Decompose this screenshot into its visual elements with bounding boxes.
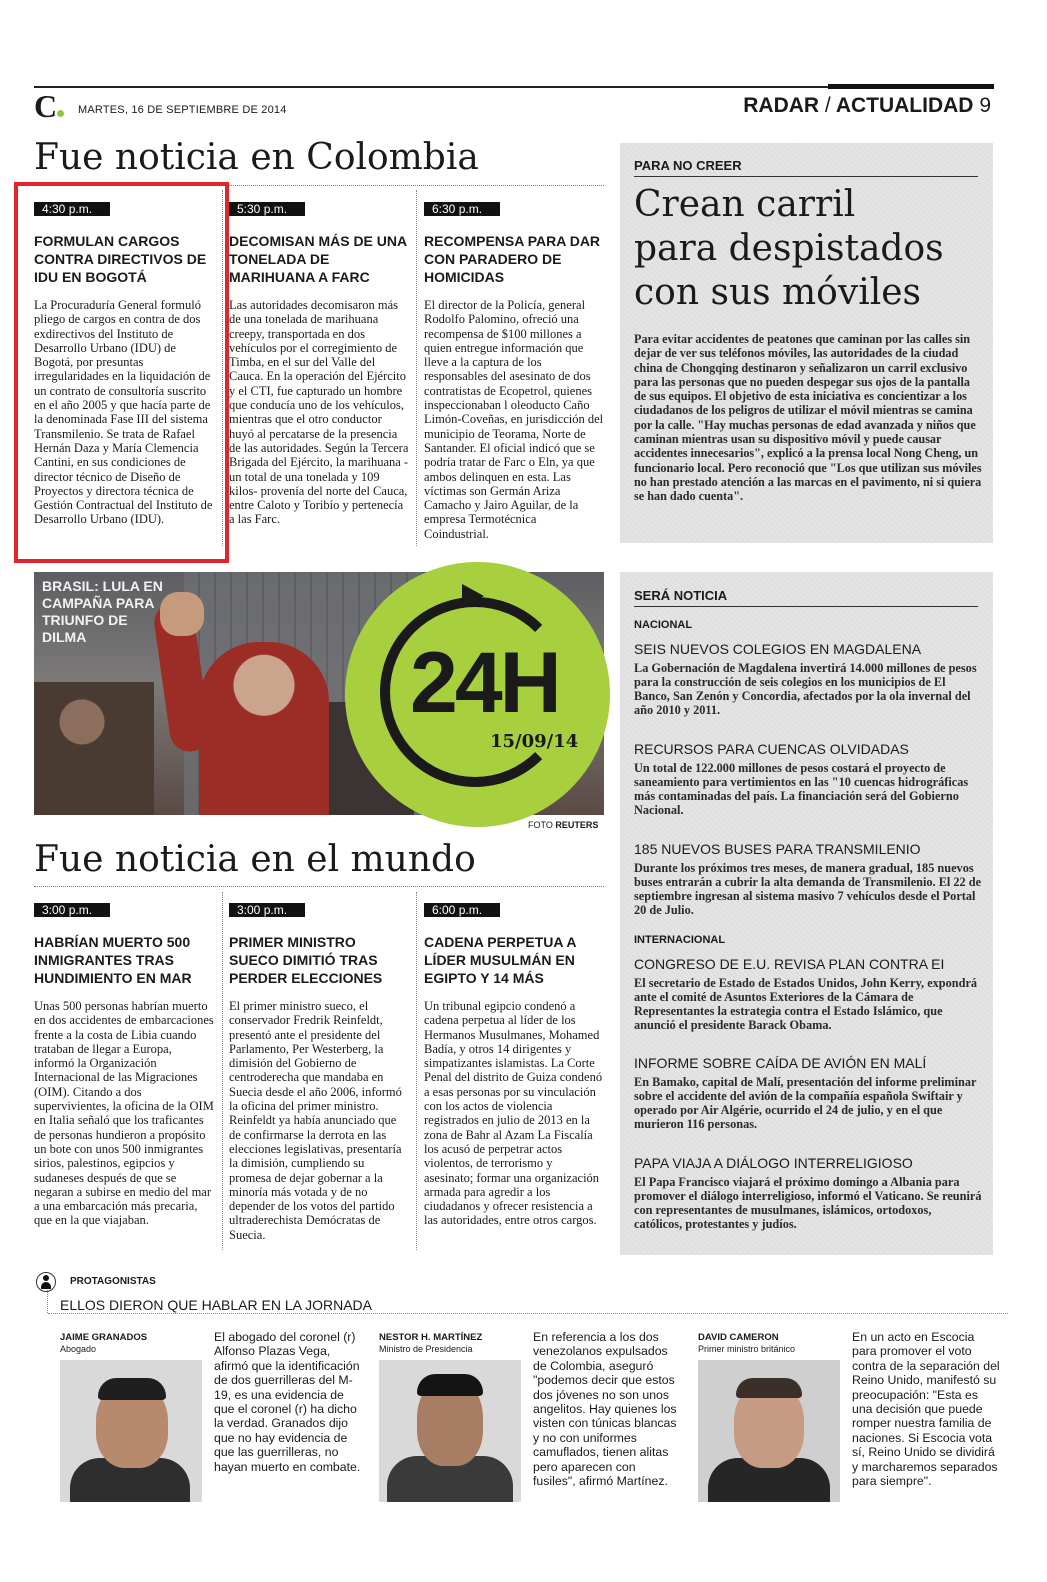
notice-body: Un total de 122.000 millones de pesos costará el proyecto de saneamiento para vertimientos en las "10 cuencas hidrográficas más contaminadas del país. La financiación será del Gobierno Nacional. <box>634 761 969 817</box>
section-bar <box>828 84 994 89</box>
sera-noticia-rule <box>634 606 978 607</box>
news-headline: PRIMER MINISTRO SUECO DIMITIÓ TRAS PERDER ELECCIONES <box>229 934 383 986</box>
notice-body: El Papa Francisco viajará el próximo domingo a Albania para promover el diálogo interreligioso, informó el Vaticano. Se reunirá con representantes de musulmanes, islámicos, ortodoxos, católicos, protestantes y judíos. <box>634 1175 982 1231</box>
notice-body: En Bamako, capital de Malí, presentación del informe preliminar sobre el accidente del avión de la compañía española Swiftair y operado por Air Algérie, ocurrido el 24 de julio, y en el que murieron 116 personas. <box>634 1075 977 1131</box>
internacional-label: INTERNACIONAL <box>634 934 726 946</box>
protagonist-photo <box>60 1360 202 1502</box>
notice-headline: SEIS NUEVOS COLEGIOS EN MAGDALENA <box>634 641 922 657</box>
protagonist-photo <box>379 1360 521 1502</box>
news-body: El director de la Policía, general Rodolfo Palomino, ofreció una recompensa de $100 millones a quien entregue información que lleve a la captura de los responsables del asesinato de dos contratistas de Ecopetrol, quienes inspeccionaban l oleoducto Caño Limón-Coveñas, en jurisdicción del municipio de Teorama, Norte de Santander. El oficial indicó que se podría tratar de Farc o Eln, ya que ambos delinquen en esta. Las víctimas son Germán Ariza Camacho y Jairo Aguilar, de la empresa Termotécnica Coindustrial. <box>424 298 604 541</box>
protagonist-role: Abogado <box>60 1344 97 1354</box>
notice-headline: PAPA VIAJA A DIÁLOGO INTERRELIGIOSO <box>634 1155 913 1171</box>
protagonist-name: JAIME GRANADOS <box>60 1332 148 1343</box>
protagonistas-rule <box>48 1313 1008 1314</box>
sera-noticia-item <box>634 741 982 817</box>
protagonist-role: Ministro de Presidencia <box>379 1344 473 1354</box>
photo-crowd <box>34 682 154 815</box>
news-body: El primer ministro sueco, el conservador Fredrik Reinfeldt, presentó ante el presidente del Parlamento, Per Westerberg, la dimisión del Gobierno de centroderecha que mandaba en Suecia desde el año 2006, informó la oficina del primer ministro. Reinfeldt ya había anunciado que de confirmarse la derrota en las elecciones legislativas, presentaría la dimisión, cumpliendo su promesa de dejar gobernar a la minoría más votada y de no depender de los votos del partido ultraderechista Demócratas de Suecia. <box>229 999 402 1242</box>
highlight-box <box>14 182 229 563</box>
sera-noticia-item <box>634 1055 982 1131</box>
sera-noticia-item <box>634 841 982 917</box>
section-label <box>743 94 991 118</box>
time-tag: 6:00 p.m. <box>424 903 500 917</box>
column-separator <box>416 190 417 546</box>
mundo-news-1 <box>34 901 214 1228</box>
protagonistas-kicker: PROTAGONISTAS <box>70 1276 156 1287</box>
24h-badge-date: 15/09/14 <box>490 731 579 752</box>
protagonistas-vline <box>47 1290 48 1313</box>
issue-date: MARTES, 16 DE SEPTIEMBRE DE 2014 <box>78 104 287 116</box>
logo-dot-icon <box>57 110 64 117</box>
photo-credit <box>528 820 598 830</box>
protagonist-quote: El abogado del coronel (r) Alfonso Plazas Vega, afirmó que la identificación de dos guerrilleras del M-19, es una evidencia de que el coronel (r) ha dicho la verdad. Granados dijo que no hay evidencia de que las guerrilleras, no hayan muerto en combate. <box>214 1330 361 1474</box>
protagonist-name: DAVID CAMERON <box>698 1332 779 1343</box>
news-body: Las autoridades decomisaron más de una tonelada de marihuana creepy, transportada en dos vehículos por el corregimiento de Timba, en el sur del Valle del Cauca. En la operación del Ejército y el CTI, fue capturado un hombre que conducía uno de los vehículos, mientras que el otro conductor huyó al percatarse de la presencia de las autoridades. Según la Tercera Brigada del Ejército, la marihuana -un total de una tonelada y 109 kilos- provenía del norte del Cauca, entre Caloto y Toribío y pertenecía a las Farc. <box>229 298 409 527</box>
nacional-label: NACIONAL <box>634 619 693 631</box>
mundo-section-title: Fue noticia en el mundo <box>34 839 476 880</box>
mundo-news-3 <box>424 901 604 1228</box>
news-headline: DECOMISAN MÁS DE UNA TONELADA DE MARIHUANA A FARC <box>229 233 407 285</box>
para-no-creer-rule <box>634 176 978 177</box>
mundo-rule <box>34 886 604 887</box>
notice-headline: RECURSOS PARA CUENCAS OLVIDADAS <box>634 741 909 757</box>
photo-hair <box>417 1374 483 1396</box>
sera-noticia-item <box>634 641 982 717</box>
protagonist-quote: En referencia a los dos venezolanos expulsados de Colombia, aseguró "podemos decir que estos dos jóvenes no son unos angelitos. Hay quienes los visten con túnicas blancas y no con uniformes camuflados, tienen alitas pero aparecen con fusiles", afirmó Martínez. <box>533 1330 677 1489</box>
sera-noticia-item <box>634 1155 982 1231</box>
column-separator <box>222 892 223 1250</box>
protagonist-photo <box>698 1360 840 1502</box>
para-no-creer-title <box>634 183 944 315</box>
notice-headline: CONGRESO DE E.U. REVISA PLAN CONTRA EI <box>634 956 945 972</box>
photo-person <box>199 642 329 815</box>
photo-caption: BRASIL: LULA EN CAMPAÑA PARA TRIUNFO DE DILMA <box>42 578 163 645</box>
24h-badge-label: 24H <box>410 635 559 731</box>
news-body: La Procuraduría General formuló pliego de cargos en contra de dos exdirectivos del Instituto de Desarrollo Urbano (IDU) de Bogotá, por presuntas irregularidades en la liquidación de un contrato de consultoría suscrito en el año 2005 y que hacía parte de la denominada Fase III del sistema Transmilenio. Se trata de Rafael Hernán Daza y María Clemencia Cantini, en sus condiciones de director técnico de Diseño de Proyectos y directora técnica de Gestión Contractual del Instituto de Desarrollo Urbano (IDU). <box>34 298 213 527</box>
protagonist-name: NESTOR H. MARTÍNEZ <box>379 1332 483 1343</box>
news-headline: HABRÍAN MUERTO 500 INMIGRANTES TRAS HUNDIMIENTO EN MAR <box>34 934 192 986</box>
protagonist-quote: En un acto en Escocia para promover el voto contra de la separación del Reino Unido, manifestó su preocupación: "Esta es una decisión que puede romper nuestra familia de naciones. Si Escocia vota sí, Reino Unido se dividirá y marcharemos separados para siempre". <box>852 1330 1000 1489</box>
column-separator <box>416 892 417 1250</box>
news-headline: RECOMPENSA PARA DAR CON PARADERO DE HOMICIDAS <box>424 233 601 285</box>
para-no-creer-title-line: para despistados <box>634 228 944 269</box>
24h-arrow-icon <box>462 584 484 608</box>
page-number: 9 <box>979 94 991 117</box>
mundo-news-2 <box>229 901 409 1242</box>
photo-hair <box>736 1378 802 1398</box>
protagonistas-subtitle: ELLOS DIERON QUE HABLAR EN LA JORNADA <box>60 1297 372 1313</box>
sera-noticia-kicker: SERÁ NOTICIA <box>634 588 728 603</box>
person-icon-body <box>41 1282 51 1289</box>
photo-credit-source: REUTERS <box>555 820 599 830</box>
subsection-name: ACTUALIDAD <box>835 94 974 117</box>
newspaper-logo: C <box>34 88 58 124</box>
colombia-news-2 <box>229 200 409 527</box>
colombia-section-title: Fue noticia en Colombia <box>34 137 479 178</box>
time-tag: 4:30 p.m. <box>34 202 110 216</box>
news-headline: CADENA PERPETUA A LÍDER MUSULMÁN EN EGIPTO Y 14 MÁS <box>424 934 576 986</box>
notice-headline: 185 NUEVOS BUSES PARA TRANSMILENIO <box>634 841 921 857</box>
section-name: RADAR <box>743 94 820 117</box>
para-no-creer-body: Para evitar accidentes de peatones que caminan por las calles sin dejar de ver sus teléfonos móviles, las autoridades de la ciudad china de Chongqing destinaron y señalizaron un carril exclusivo para las personas que no pueden despegar sus ojos de la pantalla de sus equipos. El objetivo de esta iniciativa es concientizar a los ciudadanos de los peligros de utilizar el móvil mientras se camina por la calle. "Hay muchas personas de edad avanzada y niños que caminan mientras usan su dispositivo móvil y puede causar accidentes innecesarios", explicó a la prensa local Nong Cheng, un funcionario local. Pero reconoció que "Los que utilizan sus móviles no han prestado atención a las marcas en el pavimento, ni si quiera se han dado cuenta". <box>634 332 982 504</box>
protagonist-role: Primer ministro británico <box>698 1344 796 1354</box>
news-body: Un tribunal egipcio condenó a cadena perpetua al líder de los Hermanos Musulmanes, Mohamed Badía, y otros 14 dirigentes y simpatizantes islamistas. La Corte Penal del distrito de Guiza condenó a esas personas por su vinculación con los actos de violencia registrados en julio de 2013 en la zona de Bahr al Azam La Fiscalía los acusó de perpetrar actos violentos, de terrorismo y asesinato; formar una organización armada para agredir a los ciudadanos y ofrecer resistencia a las autoridades, entre otros cargos. <box>424 999 603 1228</box>
news-body: Unas 500 personas habrían muerto en dos accidentes de embarcaciones frente a la costa de Libia cuando trataban de llegar a Europa, informó la Organización Internacional de las Migraciones (OIM). Citando a dos supervivientes, la oficina de la OIM en Italia señaló que los traficantes de personas hundieron a propósito un bote con unos 500 inmigrantes sirios, palestinos, egipcios y sudaneses después de que se negaran a subirse en medio del mar a una embarcación más precaria, que en la que viajaban. <box>34 999 214 1228</box>
time-tag: 5:30 p.m. <box>229 202 305 216</box>
para-no-creer-kicker: PARA NO CREER <box>634 158 742 173</box>
section-slash: / <box>824 94 831 117</box>
para-no-creer-title-line: con sus móviles <box>634 272 921 313</box>
photo-credit-prefix: FOTO <box>528 820 553 830</box>
sera-noticia-item <box>634 956 982 1032</box>
time-tag: 3:00 p.m. <box>229 903 305 917</box>
time-tag: 6:30 p.m. <box>424 202 500 216</box>
person-icon-head <box>43 1275 49 1281</box>
para-no-creer-title-line: Crean carril <box>634 184 856 225</box>
notice-body: El secretario de Estado de Estados Unidos, John Kerry, expondrá ante el comité de Asuntos Exteriores de la Cámara de Representantes la estrategia contra el Estado Islámico, que anunció el presidente Barack Obama. <box>634 976 978 1032</box>
colombia-news-3 <box>424 200 604 541</box>
notice-body: La Gobernación de Magdalena invertirá 14.000 millones de pesos para la construcción de seis colegios en los municipios de El Banco, San Zenón y Concordia, afectados por la ola invernal del año 2010 y 2011. <box>634 661 977 717</box>
notice-headline: INFORME SOBRE CAÍDA DE AVIÓN EN MALÍ <box>634 1055 927 1071</box>
notice-body: Durante los próximos tres meses, de manera gradual, 185 nuevos buses entrarán a cubrir la alta demanda de Transmilenio. El 22 de septiembre ingresan al sistema masivo 7 vehículos desde el Portal 20 de Julio. <box>634 861 982 917</box>
news-headline: FORMULAN CARGOS CONTRA DIRECTIVOS DE IDU EN BOGOTÁ <box>34 233 207 285</box>
photo-hair <box>98 1378 166 1400</box>
time-tag: 3:00 p.m. <box>34 903 110 917</box>
